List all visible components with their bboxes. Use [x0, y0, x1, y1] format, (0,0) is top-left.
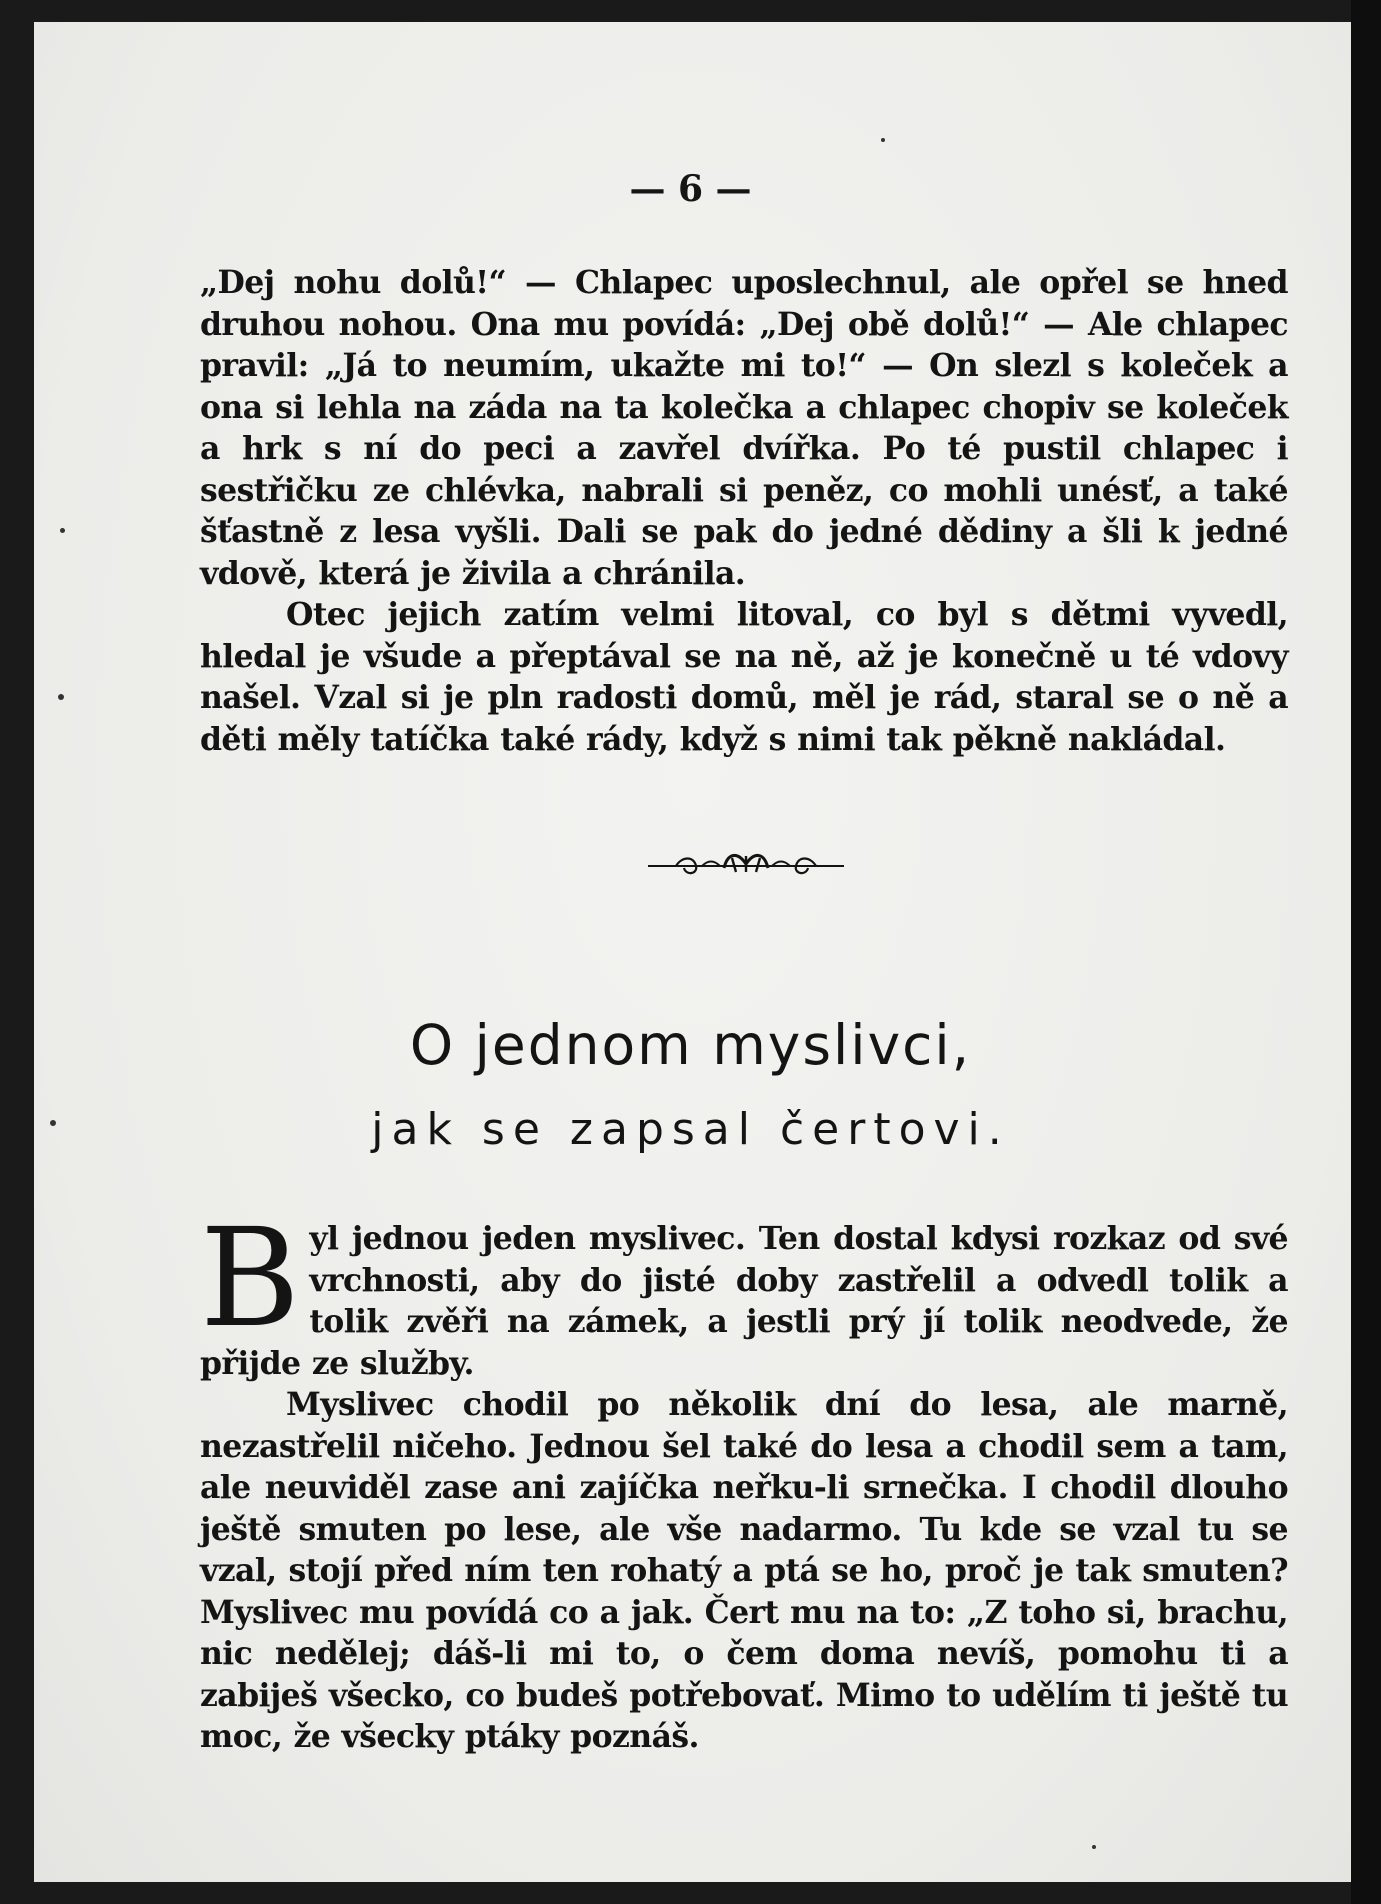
ink-speck	[881, 138, 885, 142]
ink-speck	[1092, 1845, 1096, 1849]
paragraph-first	[200, 1200, 1288, 1384]
ink-speck	[58, 694, 64, 700]
paragraph-first-text: yl jednou jeden myslivec. Ten dostal kdysi rozkaz od své vrchnosti, aby do jisté doby zastřelil a odvedl tolik a tolik zvěři na zámek, a jestli prý jí tolik neodvede, že přijde ze služby.	[200, 1220, 1288, 1382]
paragraph: „Dej nohu dolů!“ — Chlapec uposlechnul, ale opřel se hned druhou nohou. Ona mu povídá: „Dej obě dolů!“ — Ale chlapec pravil: „Já to neumím, ukažte mi to!“ — On slezl s koleček a ona si lehla na záda na ta kolečka a chlapec chopiv se koleček a hrk s ní do peci a zavřel dvířka. Po té pustil chlapec i sestřičku ze chlévka, nabrali si peněz, co mohli unésť, a také šťastně z lesa vyšli. Dali se pak do jedné dědiny a šli k jedné vdově, která je živila a chránila.	[200, 264, 1288, 592]
new-story-text	[200, 1200, 1288, 1758]
story-subtitle: jak se zapsal čertovi.	[371, 1104, 1010, 1155]
story-title: O jednom myslivci,	[409, 1013, 972, 1077]
paragraph: Otec jejich zatím velmi litoval, co byl s dětmi vyvedl, hledal je všude a přeptával se na ně, až je konečně u té vdovy našel. Vzal si je pln radosti domů, měl je rád, staral se o ně a děti měly tatíčka také rády, když s nimi tak pěkně nakládal.	[200, 596, 1288, 758]
ornament-divider	[646, 850, 846, 880]
previous-story-text	[200, 262, 1288, 760]
drop-cap: B	[200, 1200, 300, 1358]
page-edge-shadow	[1351, 0, 1381, 1904]
page-number: — 6 —	[629, 168, 752, 210]
paragraph: Myslivec chodil po několik dní do lesa, ale marně, nezastřelil ničeho. Jednou šel také do lesa a chodil sem a tam, ale neuviděl zase ani zajíčka neřku-li srnečka. I chodil dlouho ještě smuten po lese, ale vše nadarmo. Tu kde se vzal tu se vzal, stojí před ním ten rohatý a ptá se ho, proč je tak smuten? Myslivec mu povídá co a jak. Čert mu na to: „Z toho si, brachu, nic nedělej; dáš-li mi to, o čem doma nevíš, pomohu ti a zabiješ všecko, co budeš potřebovať. Mimo to udělím ti ještě tu moc, že všecky ptáky poznáš.	[200, 1386, 1288, 1755]
ink-speck	[60, 528, 65, 533]
